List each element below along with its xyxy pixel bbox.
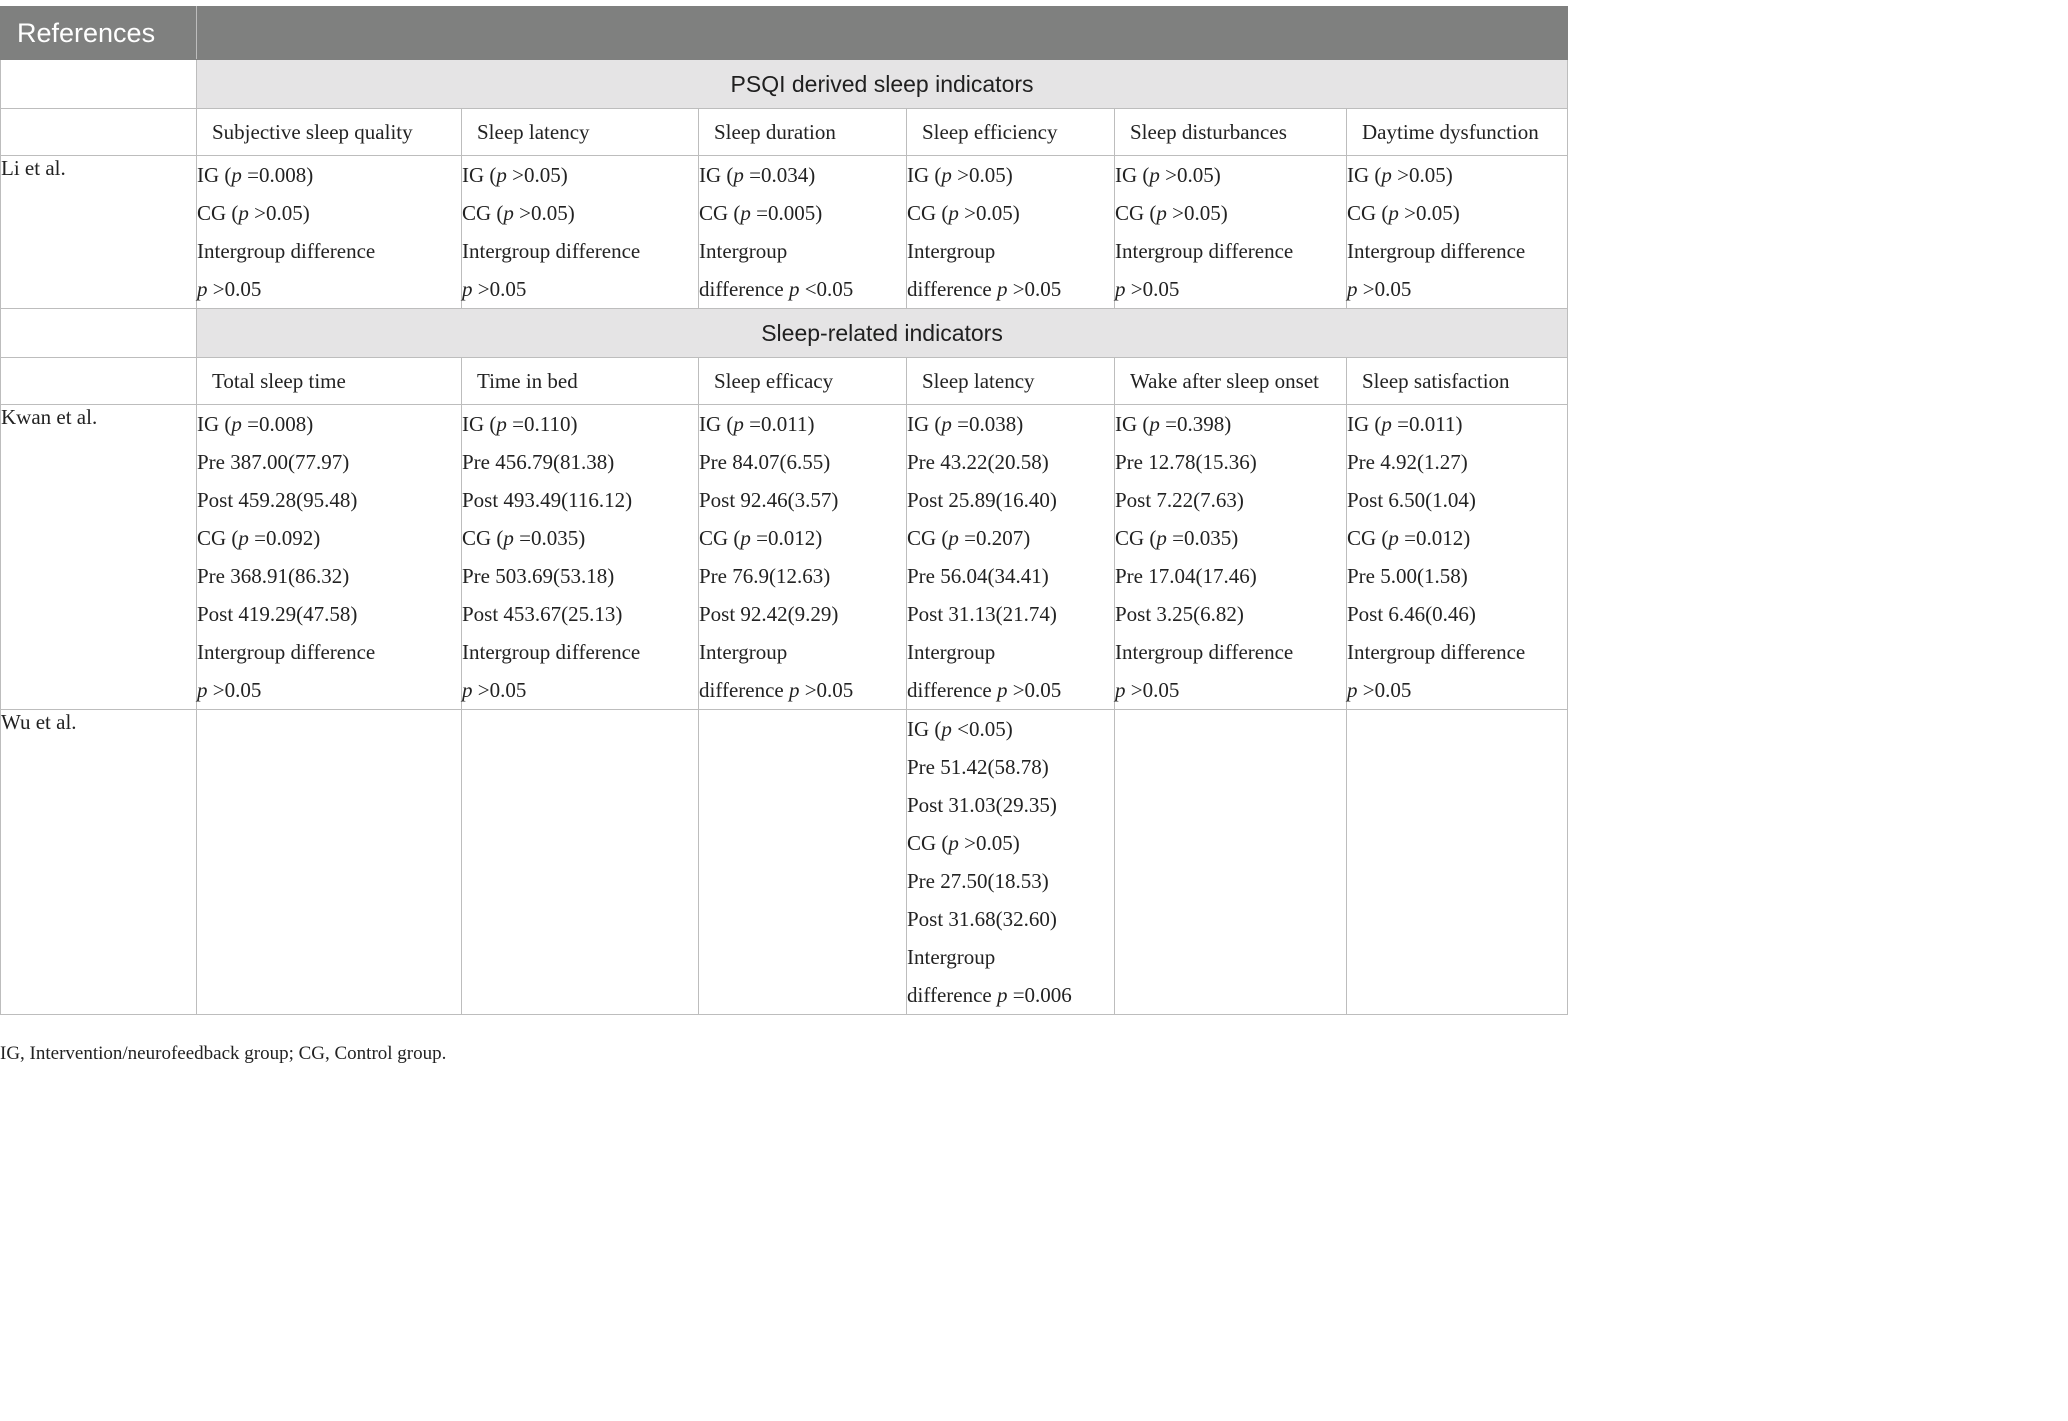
column-header-wake-after-sleep-onset: Wake after sleep onset (1115, 358, 1347, 405)
section-row-sleep-related-indicators (1, 309, 1568, 358)
reference-cell: Wu et al. (1, 710, 197, 1015)
cell-line: CG (p =0.012) (699, 526, 823, 550)
column-header-sleep-satisfaction: Sleep satisfaction (1347, 358, 1568, 405)
cell-line: CG (p >0.05) (1347, 201, 1460, 225)
cell-line: Pre 17.04(17.46) (1115, 564, 1257, 588)
cell-line: Post 92.46(3.57) (699, 488, 839, 512)
column-header-blank (1, 358, 197, 405)
cell-line: CG (p >0.05) (462, 201, 575, 225)
cell-line: Pre 503.69(53.18) (462, 564, 615, 588)
cell-line: Pre 84.07(6.55) (699, 450, 831, 474)
data-cell (1115, 156, 1347, 309)
column-header-sleep-efficacy: Sleep efficacy (699, 358, 907, 405)
cell-line: Intergroup difference (1347, 640, 1526, 664)
data-cell (907, 710, 1115, 1015)
cell-line: IG (p =0.398) (1115, 412, 1232, 436)
section-title: Sleep-related indicators (197, 309, 1568, 358)
cell-line: CG (p >0.05) (197, 201, 310, 225)
column-header-sleep-duration: Sleep duration (699, 109, 907, 156)
cell-line: Post 92.42(9.29) (699, 602, 839, 626)
data-cell (462, 405, 699, 710)
data-cell (197, 710, 462, 1015)
cell-line: p >0.05 (462, 678, 527, 702)
cell-line: Intergroup (907, 945, 996, 969)
cell-line: Intergroup (699, 640, 788, 664)
cell-line: IG (p >0.05) (462, 163, 568, 187)
cell-line: Intergroup (907, 239, 996, 263)
column-header-sleep-disturbances: Sleep disturbances (1115, 109, 1347, 156)
cell-line: IG (p =0.011) (699, 412, 815, 436)
data-cell (1347, 710, 1568, 1015)
column-header-time-in-bed: Time in bed (462, 358, 699, 405)
results-table (0, 6, 1568, 1015)
table-row (1, 405, 1568, 710)
data-cell (1115, 710, 1347, 1015)
cell-line: IG (p =0.110) (462, 412, 578, 436)
data-cell (699, 156, 907, 309)
cell-line: p >0.05 (1115, 277, 1180, 301)
cell-line: CG (p =0.207) (907, 526, 1031, 550)
cell-line: CG (p =0.005) (699, 201, 823, 225)
cell-line: IG (p =0.008) (197, 163, 314, 187)
cell-line: Post 459.28(95.48) (197, 488, 358, 512)
cell-line: Intergroup difference (197, 239, 376, 263)
cell-line: Post 3.25(6.82) (1115, 602, 1244, 626)
reference-cell: Kwan et al. (1, 405, 197, 710)
cell-line: difference p >0.05 (699, 678, 854, 702)
cell-line: difference p <0.05 (699, 277, 854, 301)
cell-line: p >0.05 (197, 277, 262, 301)
data-cell (197, 405, 462, 710)
cell-line: Intergroup difference (1347, 239, 1526, 263)
cell-line: IG (p <0.05) (907, 717, 1013, 741)
cell-line: Post 6.46(0.46) (1347, 602, 1476, 626)
cell-line: IG (p >0.05) (907, 163, 1013, 187)
table-header-row (1, 7, 1568, 60)
cell-line: Intergroup difference (462, 239, 641, 263)
cell-line: IG (p =0.008) (197, 412, 314, 436)
cell-line: CG (p >0.05) (1115, 201, 1228, 225)
cell-line: p >0.05 (197, 678, 262, 702)
data-cell (197, 156, 462, 309)
cell-line: Post 7.22(7.63) (1115, 488, 1244, 512)
section-row-psqi-derived-sleep-indicators (1, 60, 1568, 109)
cell-line: Intergroup (907, 640, 996, 664)
cell-line: Pre 387.00(77.97) (197, 450, 350, 474)
cell-line: Post 453.67(25.13) (462, 602, 623, 626)
data-cell (462, 710, 699, 1015)
column-header-total-sleep-time: Total sleep time (197, 358, 462, 405)
cell-line: Pre 51.42(58.78) (907, 755, 1049, 779)
cell-line: Pre 4.92(1.27) (1347, 450, 1468, 474)
column-header-subjective-sleep-quality: Subjective sleep quality (197, 109, 462, 156)
header-spacer (197, 7, 1568, 60)
cell-line: IG (p >0.05) (1347, 163, 1453, 187)
cell-line: IG (p >0.05) (1115, 163, 1221, 187)
cell-line: Intergroup difference (197, 640, 376, 664)
cell-line: Pre 43.22(20.58) (907, 450, 1049, 474)
column-header-row (1, 358, 1568, 405)
cell-line: CG (p =0.035) (462, 526, 586, 550)
data-cell (1115, 405, 1347, 710)
cell-line: Pre 368.91(86.32) (197, 564, 350, 588)
cell-line: Intergroup difference (1115, 239, 1294, 263)
cell-line: p >0.05 (1347, 678, 1412, 702)
cell-line: IG (p =0.011) (1347, 412, 1463, 436)
column-header-blank (1, 109, 197, 156)
cell-line: Pre 27.50(18.53) (907, 869, 1049, 893)
cell-line: Post 493.49(116.12) (462, 488, 633, 512)
references-header: References (1, 7, 197, 60)
reference-cell: Li et al. (1, 156, 197, 309)
cell-line: Intergroup difference (1115, 640, 1294, 664)
section-title: PSQI derived sleep indicators (197, 60, 1568, 109)
column-header-sleep-latency: Sleep latency (462, 109, 699, 156)
cell-line: Post 6.50(1.04) (1347, 488, 1476, 512)
cell-line: Post 25.89(16.40) (907, 488, 1057, 512)
cell-line: difference p =0.006 (907, 983, 1072, 1007)
cell-line: difference p >0.05 (907, 678, 1062, 702)
cell-line: IG (p =0.038) (907, 412, 1024, 436)
cell-line: p >0.05 (462, 277, 527, 301)
cell-line: Intergroup difference (462, 640, 641, 664)
cell-line: p >0.05 (1115, 678, 1180, 702)
data-cell (699, 405, 907, 710)
cell-line: Intergroup (699, 239, 788, 263)
cell-line: Pre 12.78(15.36) (1115, 450, 1257, 474)
cell-line: CG (p =0.035) (1115, 526, 1239, 550)
data-cell (907, 405, 1115, 710)
data-cell (1347, 405, 1568, 710)
data-cell (699, 710, 907, 1015)
cell-line: p >0.05 (1347, 277, 1412, 301)
cell-line: Pre 5.00(1.58) (1347, 564, 1468, 588)
table-row (1, 710, 1568, 1015)
cell-line: Pre 456.79(81.38) (462, 450, 615, 474)
cell-line: CG (p =0.012) (1347, 526, 1471, 550)
cell-line: Post 419.29(47.58) (197, 602, 358, 626)
cell-line: IG (p =0.034) (699, 163, 816, 187)
data-cell (462, 156, 699, 309)
cell-line: CG (p =0.092) (197, 526, 321, 550)
cell-line: Pre 56.04(34.41) (907, 564, 1049, 588)
section-blank-cell (1, 60, 197, 109)
column-header-sleep-efficiency: Sleep efficiency (907, 109, 1115, 156)
table-footnote: IG, Intervention/neurofeedback group; CG, Control group. (0, 1043, 447, 1064)
section-blank-cell (1, 309, 197, 358)
cell-line: difference p >0.05 (907, 277, 1062, 301)
data-cell (907, 156, 1115, 309)
cell-line: Post 31.13(21.74) (907, 602, 1057, 626)
column-header-daytime-dysfunction: Daytime dysfunction (1347, 109, 1568, 156)
cell-line: Post 31.03(29.35) (907, 793, 1057, 817)
cell-line: CG (p >0.05) (907, 201, 1020, 225)
cell-line: Post 31.68(32.60) (907, 907, 1057, 931)
data-cell (1347, 156, 1568, 309)
column-header-sleep-latency: Sleep latency (907, 358, 1115, 405)
table-row (1, 156, 1568, 309)
cell-line: CG (p >0.05) (907, 831, 1020, 855)
column-header-row (1, 109, 1568, 156)
cell-line: Pre 76.9(12.63) (699, 564, 831, 588)
